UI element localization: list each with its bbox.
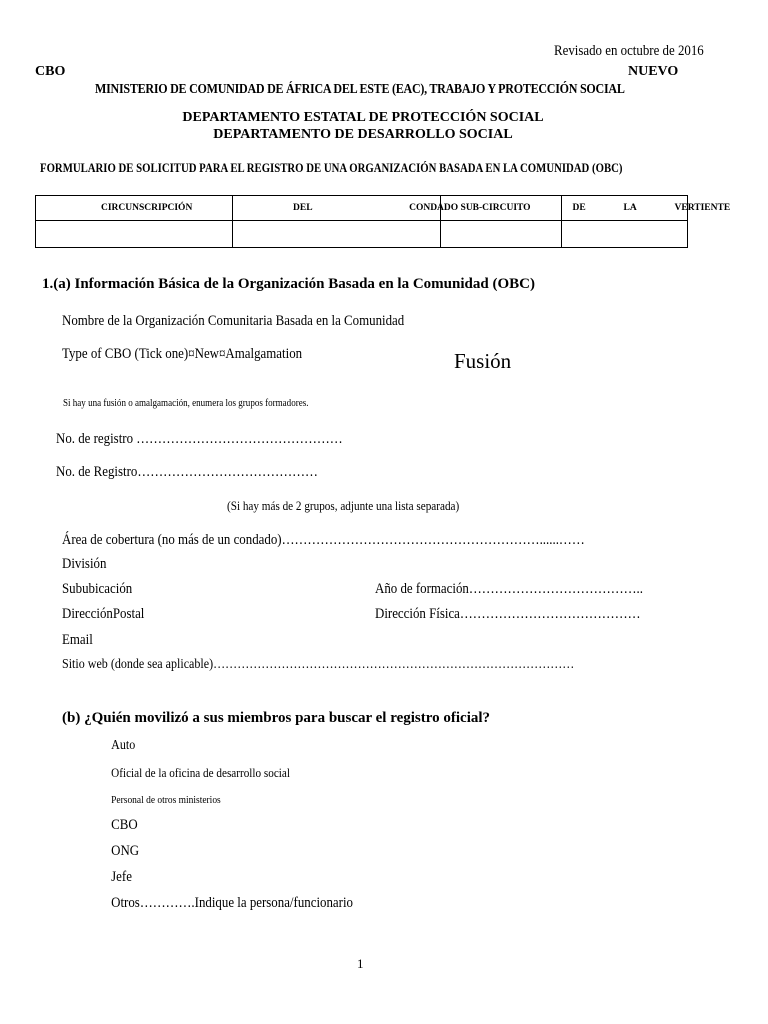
option-others[interactable] bbox=[106, 895, 353, 912]
option-label: Oficial de la oficina de desarrollo social bbox=[111, 765, 290, 780]
header-la: LA bbox=[623, 203, 637, 213]
header-circunscripcion: CIRCUNSCRIPCIÓN bbox=[101, 203, 193, 213]
new-code: NUEVO bbox=[628, 64, 679, 79]
region-header-cell bbox=[441, 196, 561, 221]
region-header-cell bbox=[561, 196, 731, 221]
division-label: División bbox=[62, 556, 107, 572]
sublocation-label: Sububicación bbox=[62, 581, 133, 597]
option-label: Auto bbox=[111, 738, 136, 753]
header-del: DEL bbox=[293, 203, 313, 213]
region-table bbox=[35, 195, 731, 248]
region-input-cell[interactable] bbox=[561, 221, 687, 248]
option-label: ONG bbox=[111, 843, 140, 859]
department-1: DEPARTAMENTO ESTATAL DE PROTECCIÓN SOCIAL bbox=[182, 110, 544, 125]
option-label: Jefe bbox=[111, 869, 132, 885]
region-header-cell bbox=[233, 196, 531, 221]
section-a-title: 1.(a) Información Básica de la Organización Basada en la Comunidad (OBC) bbox=[42, 276, 535, 292]
region-input-cell[interactable] bbox=[233, 221, 441, 248]
option-auto[interactable] bbox=[106, 738, 135, 754]
option-label: Otros………….Indique la persona/funcionario bbox=[111, 895, 353, 911]
region-table-header-row bbox=[36, 196, 688, 221]
region-header-cell bbox=[36, 196, 313, 221]
option-label: CBO bbox=[111, 817, 138, 833]
option-other-ministries[interactable] bbox=[106, 793, 221, 806]
option-social-development-officer[interactable] bbox=[106, 765, 290, 781]
page-number: 1 bbox=[357, 956, 364, 971]
header-de: DE bbox=[572, 203, 586, 213]
form-title: FORMULARIO DE SOLICITUD PARA EL REGISTRO DE UNA ORGANIZACIÓN BASADA EN LA COMUNIDAD (OBC) bbox=[40, 161, 623, 175]
fusion-label: Fusión bbox=[454, 349, 512, 373]
postal-address-label: DirecciónPostal bbox=[62, 606, 145, 622]
header-condado: CONDADO SUB-CIRCUITO bbox=[409, 203, 531, 213]
revision-date: Revisado en octubre de 2016 bbox=[554, 43, 704, 59]
region-table-input-row bbox=[36, 221, 688, 248]
department-2: DEPARTAMENTO DE DESARROLLO SOCIAL bbox=[213, 127, 513, 142]
option-ngo[interactable] bbox=[106, 843, 139, 860]
ministry-title: MINISTERIO DE COMUNIDAD DE ÁFRICA DEL ESTE (EAC), TRABAJO Y PROTECCIÓN SOCIAL bbox=[95, 82, 625, 97]
option-label: Personal de otros ministerios bbox=[111, 794, 221, 806]
option-cbo[interactable] bbox=[106, 817, 138, 834]
header-vertiente: VERTIENTE bbox=[674, 203, 731, 213]
cbo-type-label: Type of CBO (Tick one)¤New¤Amalgamation bbox=[62, 346, 303, 362]
cbo-name-label: Nombre de la Organización Comunitaria Basada en la Comunidad bbox=[62, 313, 405, 329]
section-b-title: (b) ¿Quién movilizó a sus miembros para buscar el registro oficial? bbox=[62, 710, 491, 726]
option-chief[interactable] bbox=[106, 869, 132, 886]
cbo-code: CBO bbox=[35, 64, 66, 79]
formation-year-field: Año de formación………………………………….. bbox=[375, 581, 644, 597]
email-label: Email bbox=[62, 632, 93, 648]
region-input-cell[interactable] bbox=[441, 221, 561, 248]
coverage-area-field: Área de cobertura (no más de un condado)……………………………………………………......…… bbox=[62, 532, 585, 548]
region-input-cell[interactable] bbox=[36, 221, 233, 248]
website-field: Sitio web (donde sea aplicable)……………………………………………………………………………… bbox=[62, 657, 575, 672]
registration-number-1: No. de registro ………………………………………… bbox=[56, 431, 343, 447]
more-groups-note: (Si hay más de 2 grupos, adjunte una lista separada) bbox=[227, 498, 460, 513]
physical-address-field: Dirección Física…………………………………… bbox=[375, 606, 641, 622]
merger-note: Si hay una fusión o amalgamación, enumera los grupos formadores. bbox=[63, 398, 309, 409]
registration-number-2: No. de Registro…………………………………… bbox=[56, 464, 318, 480]
